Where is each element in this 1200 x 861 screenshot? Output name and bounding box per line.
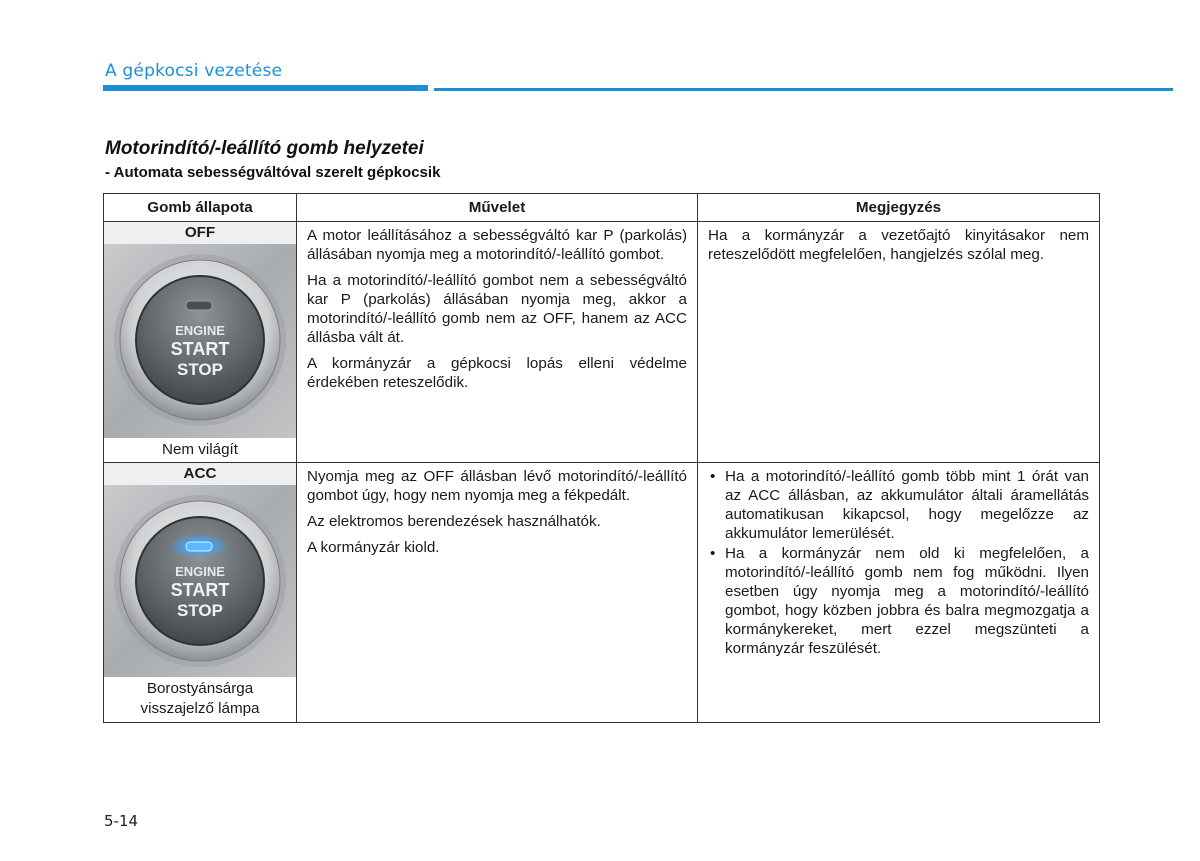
state-label: OFF [104, 222, 296, 244]
page-subheading: - Automata sebességváltóval szerelt gépkocsik [105, 164, 441, 181]
page-number: 5-14 [104, 812, 139, 830]
button-text-start: START [170, 580, 230, 600]
note-list [708, 467, 1089, 658]
button-text-start: START [170, 339, 230, 359]
action-paragraph: Ha a motorindító/-leállító gombot nem a sebességváltó kar P (parkolás) állásában nyomja meg, akkor a motorindító/-leállító gomb nem az OFF, hanem az ACC állásba vált át. [307, 272, 687, 346]
state-caption-line: Nem világít [162, 441, 238, 458]
note-cell [698, 463, 1100, 723]
indicator-lamp-unlit [186, 301, 212, 310]
column-header-state: Gomb állapota [104, 194, 297, 222]
action-paragraph: A kormányzár kiold. [307, 539, 440, 556]
header-rule-thin [434, 88, 1173, 91]
header-rule-thick [103, 85, 428, 91]
action-cell [297, 463, 698, 723]
button-positions-table [103, 193, 1100, 723]
table-header-row [104, 194, 1100, 222]
note-bullet: • Ha a kormányzár nem old ki megfelelően, a motorindító/-leállító gomb nem fog működni. Ilyen esetben úgy nyomja meg a motorindító/-leállító gombot, hogy közben jobbra és balra megmozgatja a kormánykereket, mert ezzel megszünteti a kormányzár feszülését. [725, 544, 1089, 658]
note-bullet: • Ha a motorindító/-leállító gomb több mint 1 órát van az ACC állásban, az akkumulátor általi áramellátás automatikusan kikapcsol, hogy megelőzze az akkumulátor lemerülését. [725, 467, 1089, 543]
column-header-action: Művelet [297, 194, 698, 222]
action-paragraph: A motor leállításához a sebességváltó kar P (parkolás) állásában nyomja meg a motorindító/-leállító gombot. [307, 227, 687, 263]
state-caption-line: Borostyánsárga [146, 680, 254, 697]
button-text-stop: STOP [177, 360, 223, 379]
state-cell [104, 222, 297, 463]
button-text-stop: STOP [177, 601, 223, 620]
engine-start-stop-button-icon [104, 244, 297, 438]
state-caption [104, 677, 296, 720]
button-text-engine: ENGINE [175, 323, 225, 338]
note-cell [698, 222, 1100, 463]
action-paragraph: Az elektromos berendezések használhatók. [307, 513, 601, 530]
engine-button-off-image [104, 244, 296, 438]
action-cell [297, 222, 698, 463]
state-label: ACC [104, 463, 296, 485]
state-cell [104, 463, 297, 723]
engine-start-stop-button-icon [104, 485, 297, 677]
section-title: A gépkocsi vezetése [105, 61, 283, 81]
indicator-lamp-lit [186, 542, 212, 551]
engine-button-acc-image [104, 485, 296, 677]
action-paragraph: Nyomja meg az OFF állásban lévő motorindító/-leállító gombot úgy, hogy nem nyomja meg a fékpedált. [307, 468, 687, 504]
table-row-acc [104, 463, 1100, 723]
table-row-off [104, 222, 1100, 463]
button-text-engine: ENGINE [175, 564, 225, 579]
action-paragraph: A kormányzár a gépkocsi lopás elleni védelme érdekében reteszelődik. [307, 355, 687, 391]
state-caption-line: visszajelző lámpa [140, 700, 260, 717]
state-caption [104, 438, 296, 461]
page-heading: Motorindító/-leállító gomb helyzetei [105, 138, 424, 159]
column-header-note: Megjegyzés [698, 194, 1100, 222]
note-paragraph: Ha a kormányzár a vezetőajtó kinyitásakor nem reteszelődött megfelelően, hangjelzés szólal meg. [708, 227, 1089, 263]
